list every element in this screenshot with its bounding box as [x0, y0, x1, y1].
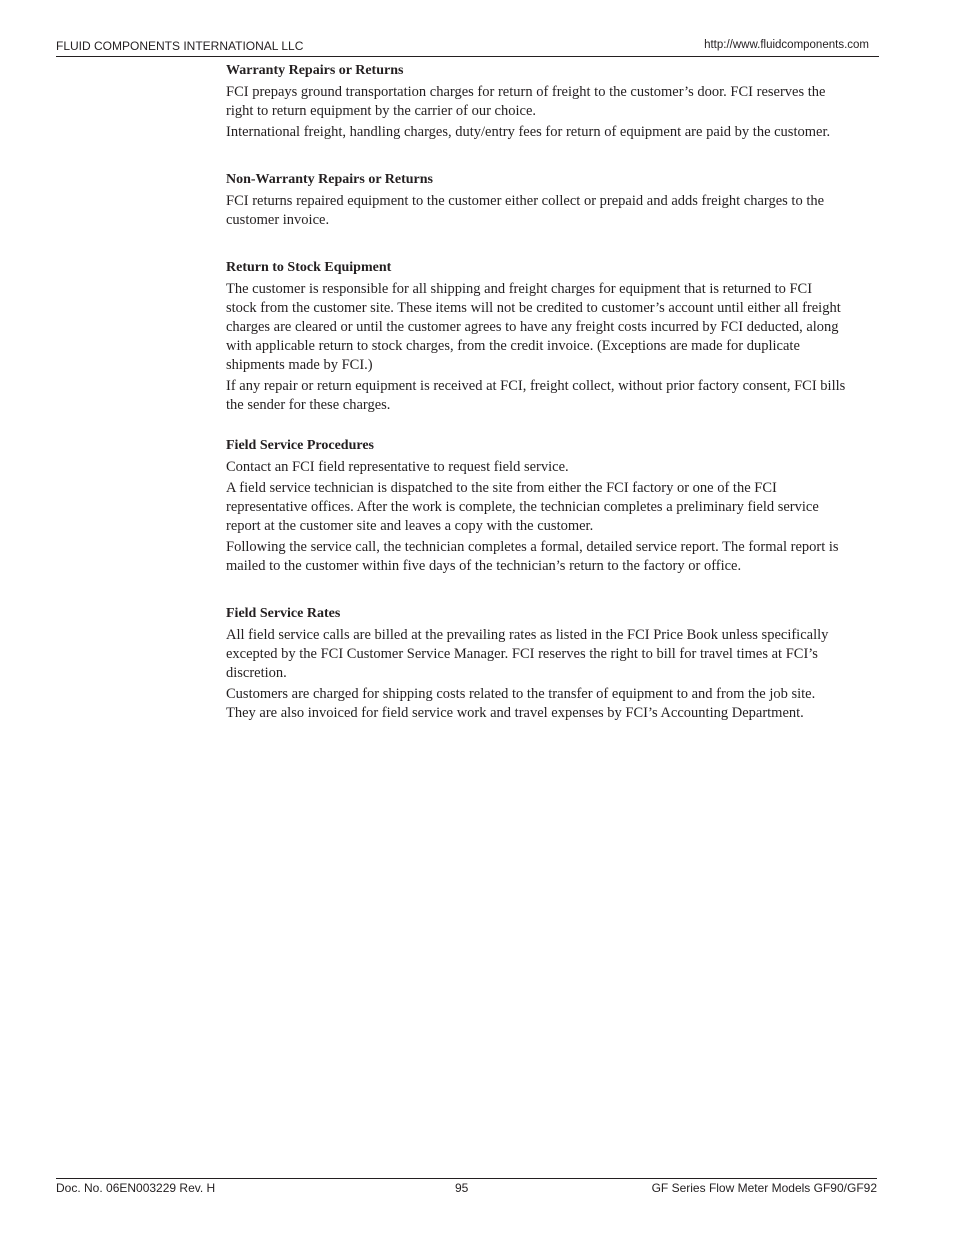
- paragraph: Customers are charged for shipping costs related to the transfer of equipment to and from the job site. They are also invoiced for field service work and travel expenses by FCI’s Accounting Department.: [226, 686, 816, 721]
- section-heading: Field Service Rates: [226, 606, 341, 621]
- section-warranty-repairs: [226, 62, 846, 142]
- page-footer: [56, 1178, 877, 1199]
- section-field-service-procedures: [226, 437, 846, 576]
- section-non-warranty-repairs: [226, 171, 846, 230]
- footer-doc-number: Doc. No. 06EN003229 Rev. H: [56, 1181, 216, 1195]
- header-url[interactable]: http://www.fluidcomponents.com: [704, 39, 869, 51]
- paragraph: The customer is responsible for all shipping and freight charges for equipment that is returned to FCI stock from the customer site. These items will not be credited to customer’s account until either all freight charges are cleared or until the customer agrees to have any freight costs incurred by FCI deducted, along with applicable return to stock charges, from the credit invoice. (Exceptions are made for duplicate shipments made by FCI.): [226, 281, 841, 373]
- page-body: [226, 62, 846, 725]
- section-heading: Warranty Repairs or Returns: [226, 63, 404, 78]
- section-field-service-rates: [226, 605, 846, 723]
- paragraph: All field service calls are billed at the prevailing rates as listed in the FCI Price Book unless specifically excepted by the FCI Customer Service Manager. FCI reserves the right to bill for travel times at FCI’s discretion.: [226, 627, 829, 681]
- header-company: FLUID COMPONENTS INTERNATIONAL LLC: [56, 39, 304, 53]
- paragraph: A field service technician is dispatched to the site from either the FCI factory or one of the FCI representative offices. After the work is complete, the technician completes a preliminary field service report at the customer site and leaves a copy with the customer.: [226, 480, 819, 534]
- section-heading: Field Service Procedures: [226, 438, 374, 453]
- paragraph: Contact an FCI field representative to request field service.: [226, 459, 569, 475]
- page-header: [56, 38, 879, 57]
- paragraph: FCI returns repaired equipment to the customer either collect or prepaid and adds freight charges to the customer invoice.: [226, 193, 825, 228]
- paragraph: FCI prepays ground transportation charges for return of freight to the customer’s door. FCI reserves the right to return equipment by the carrier of our choice.: [226, 84, 826, 119]
- footer-page-number: 95: [455, 1181, 469, 1195]
- section-return-to-stock: [226, 259, 846, 415]
- footer-product: GF Series Flow Meter Models GF90/GF92: [651, 1181, 877, 1195]
- section-heading: Non-Warranty Repairs or Returns: [226, 172, 434, 187]
- paragraph: International freight, handling charges, duty/entry fees for return of equipment are paid by the customer.: [226, 124, 831, 140]
- section-heading: Return to Stock Equipment: [226, 260, 392, 275]
- paragraph: Following the service call, the technician completes a formal, detailed service report. The formal report is mailed to the customer within five days of the technician’s return to the factory or office.: [226, 539, 839, 574]
- paragraph: If any repair or return equipment is received at FCI, freight collect, without prior factory consent, FCI bills the sender for these charges.: [226, 378, 846, 413]
